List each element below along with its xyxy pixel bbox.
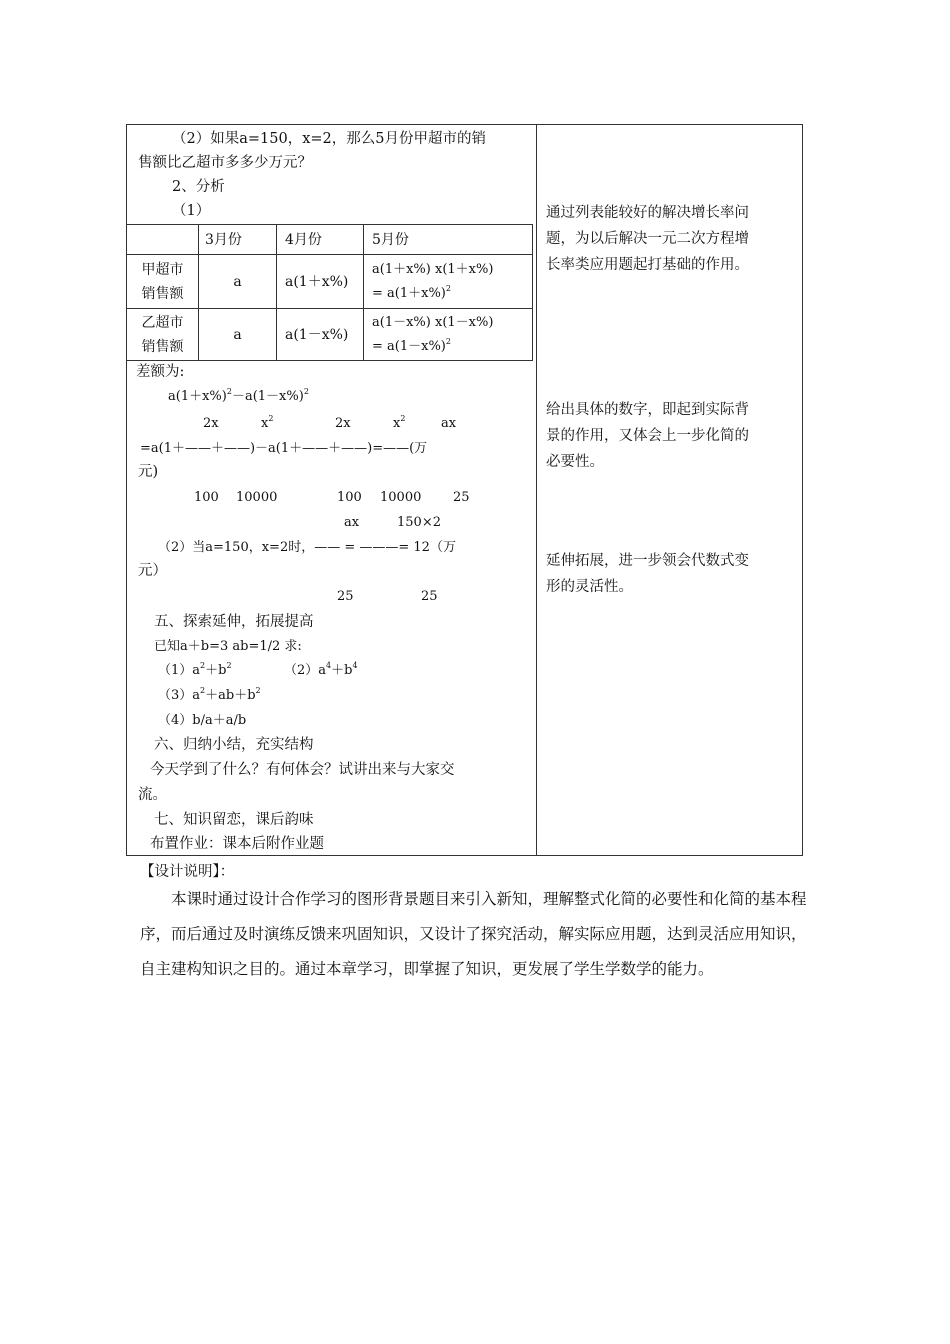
denominator-100: 100 [337, 490, 362, 505]
part-2-line: （2）当a=150，x=2时，—— = ———= 12（万 [158, 540, 456, 555]
numerator-2x: 2x [203, 416, 219, 431]
table-row [127, 309, 533, 361]
exponent: 2 [303, 387, 309, 396]
note-table-purpose [546, 200, 798, 278]
exercise-text: ＋b [205, 663, 227, 678]
march-value: a [199, 255, 277, 309]
row-label [127, 309, 199, 361]
exponent: 2 [255, 686, 261, 695]
row-label-line-1: 乙超市 [141, 314, 184, 331]
exercise-text: （3）a [158, 688, 201, 703]
row-label-line-2: 销售额 [141, 285, 184, 302]
note-numeric-example [546, 397, 798, 475]
march-value: a [199, 309, 277, 361]
summary-heading: 六、归纳小结，充实结构 [154, 737, 314, 753]
exercise-text: ＋ab＋b [205, 688, 256, 703]
difference-label: 差额为: [136, 364, 185, 380]
numerator-x [393, 415, 405, 433]
note-line: 题，为以后解决一元二次方程增 [546, 231, 749, 247]
summary-line-1: 今天学到了什么？有何体会？试讲出来与大家交 [150, 762, 455, 778]
numerator-ax: ax [344, 515, 360, 530]
question-2-line-1: （2）如果a=150，x=2，那么5月份甲超市的销 [172, 131, 486, 147]
row-label-line-2: 销售额 [141, 338, 184, 355]
table-row [127, 255, 533, 309]
design-title: 【设计说明】： [140, 864, 235, 880]
exponent: 2 [226, 661, 232, 670]
part-1-label: （1） [172, 203, 211, 219]
exercise-1 [158, 662, 232, 680]
difference-main-line: =a(1＋——＋——)－a(1＋——＋——)=——(万 [140, 441, 428, 456]
exponent: 2 [400, 414, 406, 423]
row-label-line-1: 甲超市 [141, 261, 184, 278]
exponent: 4 [326, 661, 332, 670]
extension-heading: 五、探索延伸，拓展提高 [154, 614, 314, 630]
exercise-2 [284, 662, 358, 680]
exercise-3 [158, 687, 261, 705]
note-line: 景的作用，又体会上一步化简的 [546, 428, 749, 444]
difference-expression [168, 388, 309, 406]
question-2-line-2: 售额比乙超市多多少万元？ [138, 155, 312, 171]
exponent: 2 [226, 387, 232, 396]
exponent: 2 [200, 661, 206, 670]
sales-table [126, 224, 533, 361]
column-divider [536, 124, 537, 856]
header-cell-may: 5月份 [364, 225, 533, 255]
denominator-25: 25 [421, 589, 438, 604]
note-line: 延伸拓展，进一步领会代数式变 [546, 553, 749, 569]
exponent: 2 [200, 686, 206, 695]
var-x: x [393, 416, 401, 431]
may-value-line-1: a(1－x%) x(1－x%) [372, 314, 494, 330]
note-line: 给出具体的数字，即起到实际背 [546, 402, 749, 418]
note-line: 通过列表能较好的解决增长率问 [546, 205, 749, 221]
extension-given: 已知a＋b=3 ab=1/2 求: [154, 639, 302, 654]
denominator-25: 25 [337, 589, 354, 604]
denominator-10000: 10000 [380, 490, 422, 505]
note-line: 长率类应用题起打基础的作用。 [546, 257, 749, 273]
design-paragraph: 本课时通过设计合作学习的图形背景题目来引入新知，理解整式化简的必要性和化简的基本程序，而后通过及时演练反馈来巩固知识，又设计了探究活动，解实际应用题，达到灵活应用知识，自主建构知识之目的。通过本章学习，即掌握了知识，更发展了学生学数学的能力。 [140, 890, 807, 978]
april-value: a(1－x%) [277, 309, 364, 361]
april-value: a(1＋x%) [277, 255, 364, 309]
part-2-unit: 元） [138, 563, 167, 579]
analysis-heading: 2、分析 [172, 179, 225, 195]
exercise-4: （4）b/a＋a/b [158, 713, 247, 728]
note-line: 形的灵活性。 [546, 579, 633, 595]
exercise-text: （1）a [158, 663, 201, 678]
table-header-row [127, 225, 533, 255]
numerator-ax: ax [441, 416, 457, 431]
numerator-value: 150×2 [397, 515, 441, 530]
denominator-25: 25 [453, 490, 470, 505]
may-value-expr: = a(1＋x%) [372, 285, 446, 301]
may-value-line-1: a(1＋x%) x(1＋x%) [372, 261, 494, 277]
header-cell-april: 4月份 [277, 225, 364, 255]
may-value [364, 255, 533, 309]
denominator-10000: 10000 [236, 490, 278, 505]
header-cell-march: 3月份 [199, 225, 277, 255]
exercise-text: ＋b [331, 663, 353, 678]
exponent: 2 [268, 414, 274, 423]
header-cell-empty [127, 225, 199, 255]
numerator-x [261, 415, 273, 433]
may-value-line-2 [372, 282, 532, 306]
expr-b: －a(1－x%) [231, 389, 304, 404]
may-value [364, 309, 533, 361]
note-extension [546, 548, 798, 600]
may-value-line-2 [372, 335, 532, 359]
may-value-expr: = a(1－x%) [372, 338, 446, 354]
homework-heading: 七、知识留恋，课后韵味 [154, 812, 314, 828]
homework-line: 布置作业：课本后附作业题 [150, 836, 324, 852]
numerator-2x: 2x [335, 416, 351, 431]
exponent: 4 [352, 661, 358, 670]
expr-a: a(1＋x%) [168, 389, 227, 404]
exponent: 2 [445, 336, 451, 346]
exponent: 2 [445, 283, 451, 293]
difference-unit: 元) [138, 464, 159, 480]
note-line: 必要性。 [546, 454, 604, 470]
summary-line-2: 流。 [138, 787, 167, 803]
var-x: x [261, 416, 269, 431]
row-label [127, 255, 199, 309]
exercise-text: （2）a [284, 663, 327, 678]
denominator-100: 100 [194, 490, 219, 505]
